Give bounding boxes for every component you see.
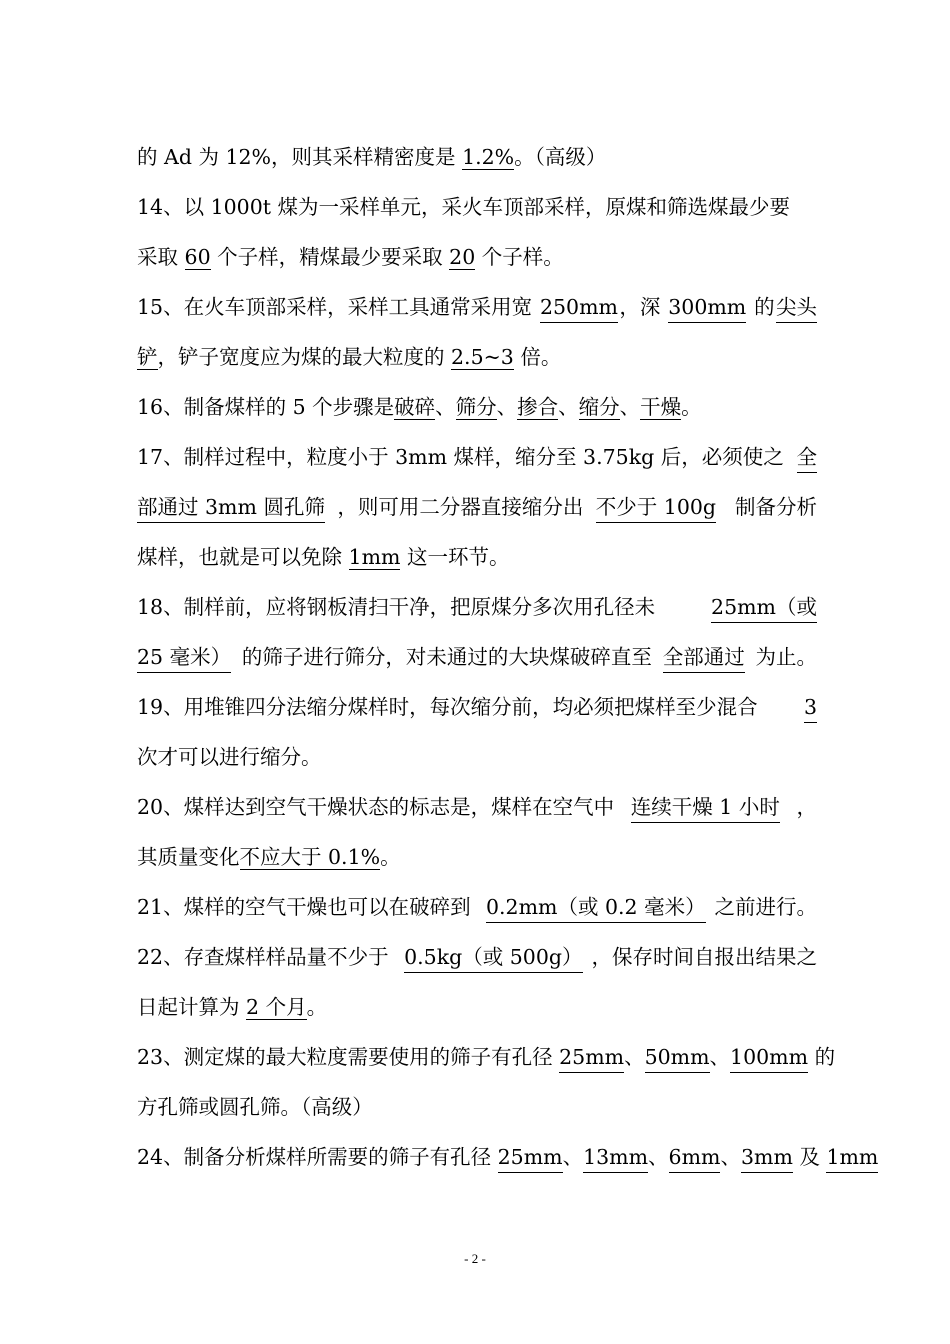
answer-blank: 2 个月: [246, 995, 307, 1019]
text-segment: 及: [792, 1145, 827, 1169]
text-line: [137, 1142, 879, 1173]
answer-blank: 铲: [137, 345, 158, 369]
text-segment: 20、煤样达到空气干燥状态的标志是，煤样在空气中: [137, 795, 615, 819]
text-segment: 23、测定煤的最大粒度需要使用的筛子有孔径: [137, 1045, 560, 1069]
answer-blank: 3mm: [741, 1142, 793, 1173]
answer-blank: 不应大于 0.1%: [239, 845, 381, 869]
text-line: [137, 942, 817, 973]
answer-blank: 0.2mm（或 0.2 毫米）: [486, 892, 706, 923]
answer-blank: 20: [449, 245, 476, 269]
text-line: [137, 292, 817, 323]
text-line: [137, 892, 817, 923]
answer-blank: 1.2%: [462, 145, 515, 169]
text-segment: 次才可以进行缩分。: [137, 745, 322, 769]
page-number: - 2 -: [464, 1251, 486, 1266]
text-line: [137, 542, 817, 572]
answer-blank: 全: [797, 442, 818, 473]
answer-blank: 25 毫米）: [137, 642, 231, 673]
answer-blank: 100mm: [730, 1042, 808, 1073]
text-line: [137, 442, 817, 473]
text-segment: 方孔筛或圆孔筛。（高级）: [137, 1095, 373, 1119]
answer-blank: 连续干燥 1 小时: [631, 792, 780, 823]
text-segment: 16、制备煤样的 5 个步骤是: [137, 395, 395, 419]
answer-blank: 缩分: [578, 395, 620, 419]
text-segment: 个子样，精煤最少要采取: [210, 245, 450, 269]
answer-blank: 6mm: [669, 1142, 721, 1173]
text-segment: 个子样。: [475, 245, 564, 269]
answer-blank: 13mm: [583, 1142, 648, 1173]
answer-blank: 25mm（或: [711, 592, 817, 623]
text-segment: 14、以 1000t 煤为一采样单元，采火车顶部采样，原煤和筛选煤最少要: [137, 195, 791, 219]
text-segment: 、: [435, 395, 456, 419]
text-segment: 。: [306, 995, 328, 1019]
text-segment: 、: [558, 395, 579, 419]
answer-blank: 250mm: [540, 292, 618, 323]
answer-blank: 不少于 100g: [596, 492, 716, 523]
text-line: [137, 142, 817, 172]
text-line: [137, 242, 817, 272]
text-line: [137, 792, 817, 823]
answer-blank: 筛分: [455, 395, 497, 419]
text-segment: 18、制样前，应将钢板清扫干净，把原煤分多次用孔径未: [137, 595, 662, 619]
text-segment: 为止。: [755, 645, 817, 669]
text-line: [137, 592, 817, 623]
text-segment: 的筛子进行筛分，对未通过的大块煤破碎直至: [241, 645, 652, 669]
answer-blank: 3: [804, 692, 817, 723]
text-line: [137, 1092, 817, 1122]
text-segment: 17、制样过程中，粒度小于 3mm 煤样，缩分至 3.75kg 后，必须使之: [137, 445, 784, 469]
text-segment: 、: [624, 1045, 645, 1069]
text-segment: 、: [648, 1145, 669, 1169]
text-line: [137, 692, 817, 723]
text-segment: 倍。: [513, 345, 562, 369]
answer-blank: 全部通过: [663, 642, 745, 673]
answer-blank: 60: [184, 245, 211, 269]
text-line: [137, 192, 817, 222]
text-segment: 、: [562, 1145, 584, 1169]
text-segment: 的 Ad 为 12%，则其采样精密度是: [137, 145, 463, 169]
answer-blank: 50mm: [645, 1042, 710, 1073]
answer-blank: 25mm: [498, 1142, 563, 1173]
text-segment: ，铲子宽度应为煤的最大粒度的: [157, 345, 452, 369]
text-segment: 。: [380, 845, 401, 869]
text-line: [137, 742, 817, 772]
text-segment: 22、存查煤样样品量不少于: [137, 945, 396, 969]
text-segment: ，: [796, 795, 817, 819]
answer-blank: 掺合: [517, 395, 559, 419]
answer-blank: 部通过 3mm 圆孔筛: [137, 492, 325, 523]
text-segment: ，深: [619, 295, 667, 319]
text-segment: 这一环节。: [400, 545, 510, 569]
text-segment: 、: [496, 395, 518, 419]
text-segment: 之前进行。: [714, 895, 817, 919]
text-line: [137, 1042, 836, 1073]
answer-blank: 1mm: [826, 1142, 878, 1173]
text-segment: 、: [720, 1145, 741, 1169]
text-line: [137, 342, 817, 372]
text-segment: 其质量变化: [137, 845, 240, 869]
answer-blank: 尖头: [776, 292, 817, 323]
answer-blank: 300mm: [668, 292, 746, 323]
answer-blank: 1mm: [348, 545, 401, 569]
text-segment: 21、煤样的空气干燥也可以在破碎到: [137, 895, 478, 919]
text-segment: ，保存时间自报出结果之: [591, 945, 817, 969]
text-segment: ，则可用二分器直接缩分出: [337, 495, 584, 519]
text-segment: 。（高级）: [514, 145, 607, 169]
text-line: [137, 392, 817, 422]
text-line: [137, 992, 817, 1022]
text-segment: 日起计算为: [137, 995, 247, 1019]
answer-blank: 0.5kg（或 500g）: [404, 942, 582, 973]
text-line: [137, 492, 817, 523]
text-segment: 19、用堆锥四分法缩分煤样时，每次缩分前，均必须把煤样至少混合: [137, 695, 765, 719]
answer-blank: 破碎: [394, 395, 436, 419]
answer-blank: 25mm: [559, 1042, 624, 1073]
text-segment: 采取: [137, 245, 185, 269]
text-segment: 15、在火车顶部采样，采样工具通常采用宽: [137, 295, 539, 319]
text-line: [137, 642, 817, 673]
answer-blank: 2.5~3: [451, 345, 514, 369]
text-segment: 煤样，也就是可以免除: [137, 545, 349, 569]
text-segment: 制备分析: [728, 495, 817, 519]
text-segment: 、: [709, 1045, 731, 1069]
answer-blank: 干燥: [640, 395, 682, 419]
text-segment: 。: [681, 395, 702, 419]
text-segment: 、: [619, 395, 641, 419]
text-segment: 的: [808, 1045, 836, 1069]
text-segment: 24、制备分析煤样所需要的筛子有孔径: [137, 1145, 498, 1169]
text-line: [137, 842, 817, 872]
text-segment: 的: [747, 295, 775, 319]
